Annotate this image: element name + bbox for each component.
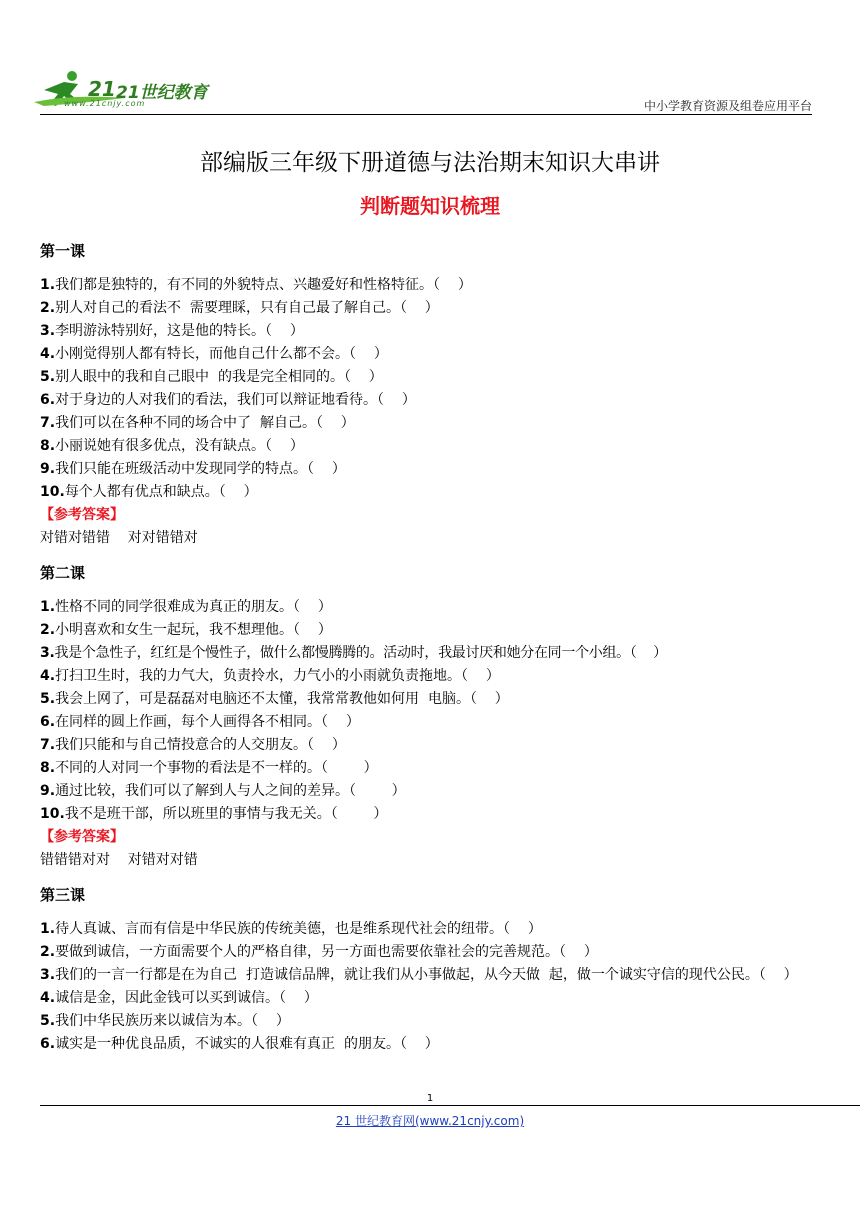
question-item: 4.小刚觉得别人都有特长，而他自己什么都不会。（ ） — [40, 346, 388, 362]
document-body — [40, 240, 830, 1068]
question-item: 10.每个人都有优点和缺点。（ ） — [40, 484, 258, 500]
question-item: 9.通过比较，我们可以了解到人与人之间的差异。（ ） — [40, 783, 406, 799]
lesson-section — [40, 884, 830, 1056]
answer-text: 错错错对对 对错对对错 — [40, 852, 198, 868]
question-item: 4.诚信是金，因此金钱可以买到诚信。（ ） — [40, 990, 318, 1006]
question-item: 4.打扫卫生时，我的力气大，负责拎水，力气小的小雨就负责拖地。（ ） — [40, 668, 500, 684]
footer-site-link[interactable]: 21 世纪教育网(www.21cnjy.com) — [335, 1114, 525, 1128]
header-divider — [40, 114, 812, 115]
site-slogan: 中小学教育资源及组卷应用平台 — [643, 99, 812, 113]
logo-text: 21世纪教育 — [116, 83, 208, 103]
site-logo[interactable] — [34, 68, 214, 114]
question-item: 3.我是个急性子，红红是个慢性子，做什么都慢腾腾的。活动时，我最讨厌和她分在同一个小组。（ ） — [40, 645, 667, 661]
question-item: 9.我们只能在班级活动中发现同学的特点。（ ） — [40, 461, 346, 477]
question-item: 8.小丽说她有很多优点，没有缺点。（ ） — [40, 438, 304, 454]
answer-text: 对错对错错 对对错错对 — [40, 530, 198, 546]
question-item: 5.我们中华民族历来以诚信为本。（ ） — [40, 1013, 290, 1029]
lesson-section — [40, 562, 830, 872]
question-item: 7.我们可以在各种不同的场合中了 解自己。（ ） — [40, 415, 355, 431]
question-item: 7.我们只能和与自己情投意合的人交朋友。（ ） — [40, 737, 346, 753]
answer-label: 【参考答案】 — [40, 829, 124, 845]
question-item: 2.小明喜欢和女生一起玩，我不想理他。（ ） — [40, 622, 332, 638]
lesson-title: 第二课 — [40, 564, 86, 582]
question-item: 6.对于身边的人对我们的看法，我们可以辩证地看待。（ ） — [40, 392, 416, 408]
question-item: 1.性格不同的同学很难成为真正的朋友。（ ） — [40, 599, 332, 615]
question-item: 1.待人真诚、言而有信是中华民族的传统美德，也是维系现代社会的纽带。（ ） — [40, 921, 542, 937]
question-item: 5.别人眼中的我和自己眼中 的我是完全相同的。（ ） — [40, 369, 383, 385]
page-subtitle: 判断题知识梳理 — [360, 194, 500, 218]
logo-url: www.21cnjy.com — [64, 99, 146, 108]
question-item: 1.我们都是独特的，有不同的外貌特点、兴趣爱好和性格特征。（ ） — [40, 277, 472, 293]
page-number: 1 — [426, 1093, 434, 1104]
lesson-section — [40, 240, 830, 550]
question-item: 8.不同的人对同一个事物的看法是不一样的。（ ） — [40, 760, 378, 776]
question-item: 2.别人对自己的看法不 需要理睬，只有自己最了解自己。（ ） — [40, 300, 439, 316]
lesson-title: 第一课 — [40, 242, 86, 260]
question-item: 2.要做到诚信，一方面需要个人的严格自律，另一方面也需要依靠社会的完善规范。（ ） — [40, 944, 598, 960]
page-title: 部编版三年级下册道德与法治期末知识大串讲 — [200, 150, 660, 176]
page-header — [0, 0, 860, 120]
question-item: 5.我会上网了，可是磊磊对电脑还不太懂，我常常教他如何用 电脑。（ ） — [40, 691, 509, 707]
answer-label: 【参考答案】 — [40, 507, 124, 523]
question-item: 10.我不是班干部，所以班里的事情与我无关。（ ） — [40, 806, 388, 822]
question-item: 6.在同样的圆上作画，每个人画得各不相同。（ ） — [40, 714, 360, 730]
question-item: 3.李明游泳特别好，这是他的特长。（ ） — [40, 323, 304, 339]
footer-divider — [40, 1105, 860, 1106]
svg-text:21: 21 — [88, 77, 116, 101]
question-item: 6.诚实是一种优良品质，不诚实的人很难有真正 的朋友。（ ） — [40, 1036, 439, 1052]
question-item: 3.我们的一言一行都是在为自己 打造诚信品牌，就让我们从小事做起，从今天做 起，做一个诚实守信的现代公民。（ ） — [40, 967, 798, 983]
lesson-title: 第三课 — [40, 886, 86, 904]
